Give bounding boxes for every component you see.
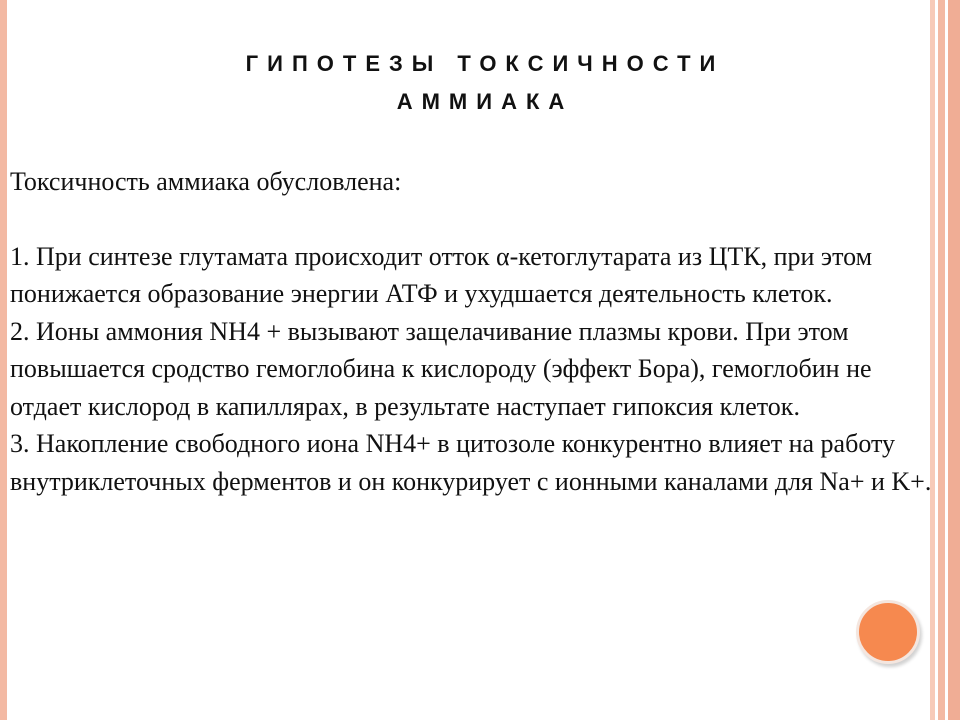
point-3: 3. Накопление свободного иона NH4+ в цитозоле конкурентно влияет на работу внутриклеточных ферментов и он конкурирует с ионными каналами для Na+ и K+. <box>10 429 932 496</box>
orange-circle-decoration <box>856 600 920 664</box>
intro-text: Токсичность аммиака обусловлена: <box>10 167 402 196</box>
left-border-decoration <box>0 0 7 720</box>
point-1: 1. При синтезе глутамата происходит отток α-кетоглутарата из ЦТК, при этом понижается образование энергии АТФ и ухудшается деятельность клеток. <box>10 241 873 308</box>
spacer <box>10 201 945 238</box>
title-line-2: АММИАКА <box>396 89 574 114</box>
slide-title <box>150 45 820 121</box>
point-2: 2. Ионы аммония NH4 + вызывают защелачивание плазмы крови. При этом повышается сродство гемоглобина к кислороду (эффект Бора), гемоглобин не отдает кислород в капиллярах, в результате наступает гипоксия клеток. <box>10 316 872 421</box>
stripe <box>948 0 960 720</box>
title-line-1: ГИПОТЕЗЫ ТОКСИЧНОСТИ <box>245 51 725 76</box>
slide-body <box>10 163 945 500</box>
